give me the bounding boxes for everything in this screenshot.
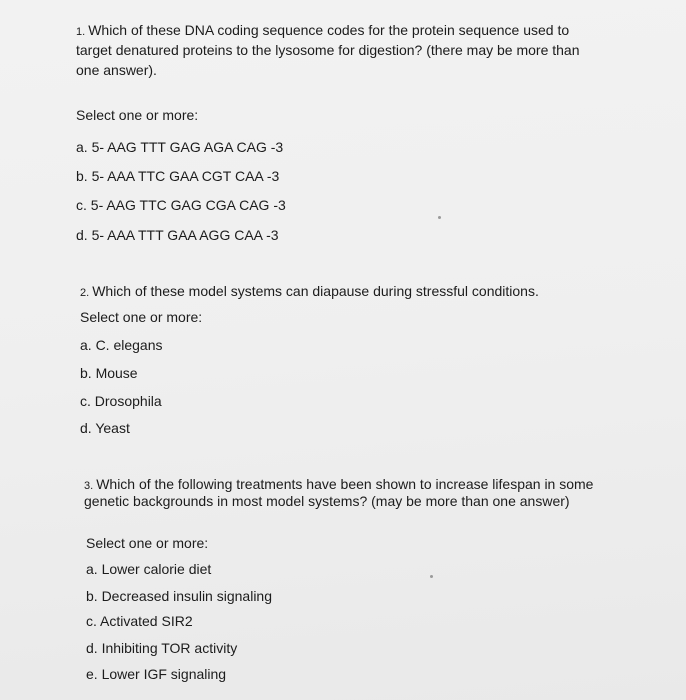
question-3-text-line-1: 3. Which of the following treatments have been shown to increase lifespan in some — [84, 476, 594, 492]
question-2-option-b[interactable]: b. Mouse — [80, 365, 138, 381]
question-1-text-line-3: one answer). — [76, 62, 157, 78]
speck-mark — [438, 216, 441, 219]
question-2-text-line-1: 2. Which of these model systems can diapause during stressful conditions. — [80, 283, 539, 299]
question-1-select-label: Select one or more: — [76, 107, 199, 123]
question-3-option-d[interactable]: d. Inhibiting TOR activity — [86, 640, 238, 656]
speck-mark — [430, 575, 433, 578]
question-1-option-b[interactable]: b. 5- AAA TTC GAA CGT CAA -3 — [76, 168, 280, 184]
question-1-option-a[interactable]: a. 5- AAG TTT GAG AGA CAG -3 — [76, 139, 284, 155]
question-1-text-line-2: target denatured proteins to the lysosome for digestion? (there may be more than — [76, 42, 580, 58]
question-3-option-b[interactable]: b. Decreased insulin signaling — [86, 588, 272, 604]
question-1-text-line-1: 1. Which of these DNA coding sequence codes for the protein sequence used to — [76, 22, 570, 38]
question-2-option-a[interactable]: a. C. elegans — [80, 337, 163, 353]
question-3-select-label: Select one or more: — [86, 535, 209, 551]
question-3-option-e[interactable]: e. Lower IGF signaling — [86, 666, 227, 682]
question-1-option-c[interactable]: c. 5- AAG TTC GAG CGA CAG -3 — [76, 197, 286, 213]
question-3-option-c[interactable]: c. Activated SIR2 — [86, 613, 193, 629]
question-2-option-c[interactable]: c. Drosophila — [80, 393, 162, 409]
question-2-option-d[interactable]: d. Yeast — [80, 420, 130, 436]
question-1-number: 1. — [76, 26, 86, 38]
question-2-number: 2. — [80, 287, 90, 299]
question-1-option-d[interactable]: d. 5- AAA TTT GAA AGG CAA -3 — [76, 227, 279, 243]
question-3-text-line-2: genetic backgrounds in most model systems? (may be more than one answer) — [84, 493, 570, 509]
question-3-number: 3. — [84, 480, 94, 492]
question-2-select-label: Select one or more: — [80, 309, 203, 325]
question-3-option-a[interactable]: a. Lower calorie diet — [86, 561, 212, 577]
